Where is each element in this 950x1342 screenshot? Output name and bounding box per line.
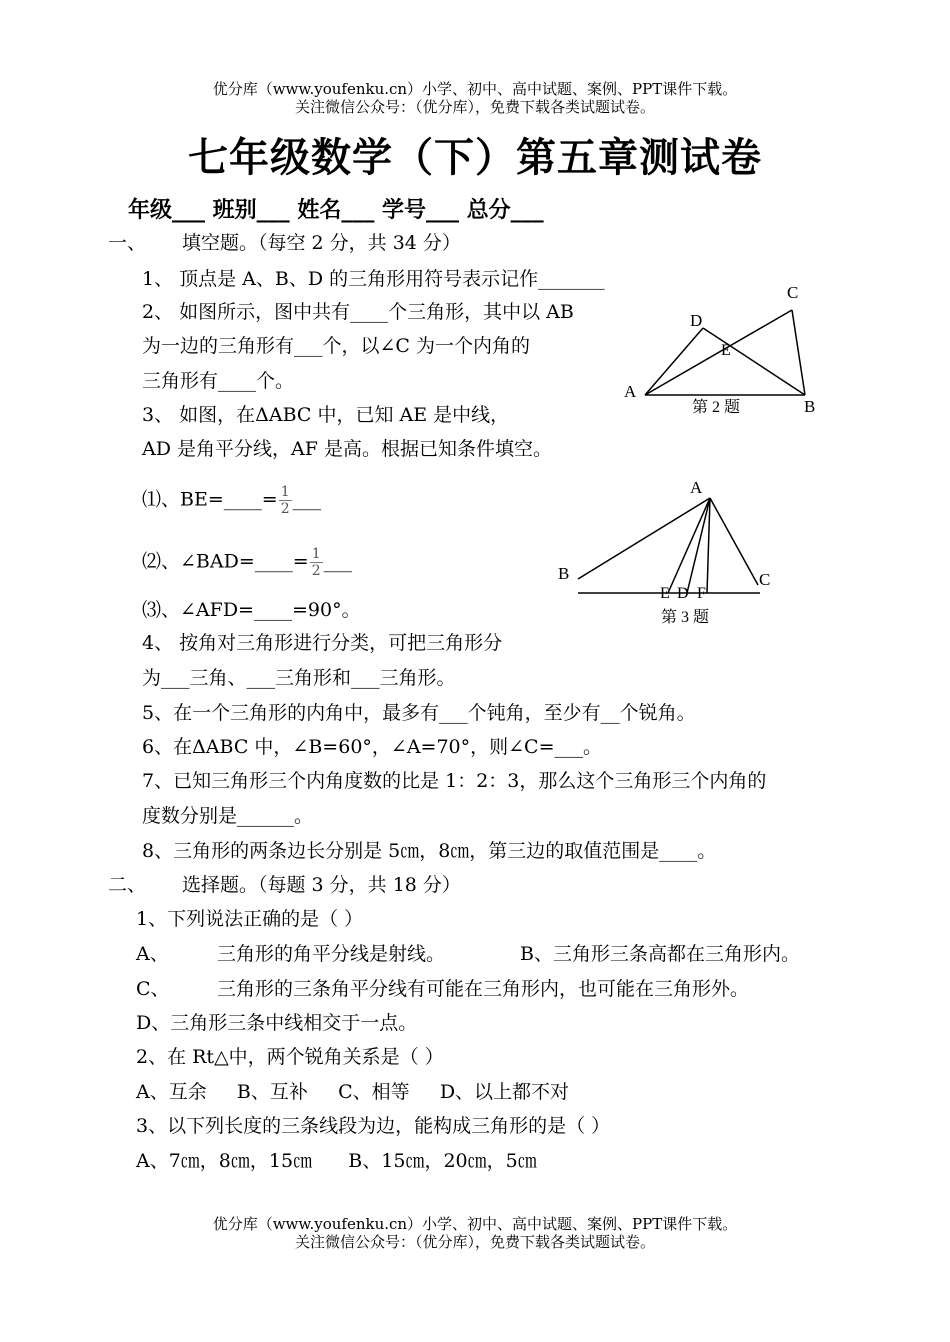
fraction-denominator: 2 xyxy=(280,501,290,517)
option-2-1-c-label: C、 xyxy=(136,978,170,1000)
segment-AE xyxy=(668,498,710,593)
question-1-2-line-2: 为一边的三角形有___个，以∠C 为一个内角的 xyxy=(142,335,530,357)
segment-AB xyxy=(578,498,710,579)
point-label-F: F xyxy=(697,585,706,602)
footer-line-2: 关注微信公众号：（优分库），免费下载各类试题试卷。 xyxy=(294,1233,655,1251)
segment-AF xyxy=(707,498,710,593)
question-1-7-line-1: 7、已知三角形三个内角度数的比是 1：2：3，那么这个三角形三个内角的 xyxy=(142,770,767,792)
question-1-6: 6、在ΔABC 中，∠B=60°，∠A=70°，则∠C=___。 xyxy=(142,736,603,758)
section-1-title: 填空题。（每空 2 分，共 34 分） xyxy=(182,232,461,254)
point-label-B: B xyxy=(558,564,570,583)
question-1-3-line-2: AD 是角平分线，AF 是高。根据已知条件填空。 xyxy=(142,438,552,460)
question-1-2-line-1: 2、 如图所示，图中共有____个三角形，其中以 AB xyxy=(142,301,574,323)
question-1-3-part-2-text: ⑵、∠BAD=____= xyxy=(142,550,309,573)
question-2-1: 1、下列说法正确的是（ ） xyxy=(136,908,364,930)
question-2-3-options: A、7㎝，8㎝，15㎝ B、15㎝，20㎝，5㎝ xyxy=(136,1150,537,1172)
question-1-2-line-3: 三角形有____个。 xyxy=(142,370,295,392)
question-1-3-part-2-blank: ___ xyxy=(323,550,353,573)
question-2-2: 2、在 Rt△中，两个锐角关系是（ ） xyxy=(136,1046,444,1068)
question-1-3-line-1: 3、 如图，在ΔABC 中，已知 AE 是中线， xyxy=(142,404,510,426)
segment-AC xyxy=(645,310,792,395)
point-label-B: B xyxy=(804,397,816,416)
question-2-3: 3、以下列长度的三条线段为边，能构成三角形的是（ ） xyxy=(136,1115,611,1137)
segment-AD xyxy=(645,328,703,395)
question-1-7-line-2: 度数分别是______。 xyxy=(142,805,314,827)
point-label-D: D xyxy=(690,311,703,330)
fraction-denominator: 2 xyxy=(311,563,321,579)
figure-3-caption: 第 3 题 xyxy=(661,609,710,626)
fraction-one-half xyxy=(279,484,292,517)
option-2-1-b: B、三角形三条高都在三角形内。 xyxy=(520,943,800,965)
question-1-4-line-2: 为___三角、___三角形和___三角形。 xyxy=(142,667,456,689)
header-line-2: 关注微信公众号：（优分库），免费下载各类试题试卷。 xyxy=(294,98,655,116)
point-label-A: A xyxy=(690,478,703,497)
segment-AD xyxy=(687,498,710,593)
option-2-1-a: 三角形的角平分线是射线。 xyxy=(217,943,446,965)
question-1-1: 1、 顶点是 A、B、D 的三角形用符号表示记作_______ xyxy=(142,268,605,290)
fraction-numerator: 1 xyxy=(311,546,321,562)
question-1-3-part-1-text: ⑴、BE=____= xyxy=(142,488,278,511)
section-2-title: 选择题。（每题 3 分，共 18 分） xyxy=(182,874,461,896)
segment-AC xyxy=(710,498,758,585)
point-label-E: E xyxy=(721,342,731,359)
segment-DB xyxy=(703,328,805,395)
option-2-1-a-label: A、 xyxy=(136,943,169,965)
header-line-1: 优分库（www.youfenku.cn）小学、初中、高中试题、案例、PPT课件下载。 xyxy=(212,80,738,98)
figure-2-caption: 第 2 题 xyxy=(692,399,741,416)
option-2-1-d: D、三角形三条中线相交于一点。 xyxy=(136,1012,418,1034)
question-1-5: 5、在一个三角形的内角中，最多有___个钝角，至少有__个锐角。 xyxy=(142,702,696,724)
question-2-2-options: A、互余 B、互补 C、相等 D、以上都不对 xyxy=(136,1081,570,1103)
page-title: 七年级数学（下）第五章测试卷 xyxy=(188,135,762,181)
question-1-8: 8、三角形的两条边长分别是 5㎝，8㎝，第三边的取值范围是____。 xyxy=(142,840,717,862)
fraction-one-half xyxy=(310,546,323,579)
footer-line-1: 优分库（www.youfenku.cn）小学、初中、高中试题、案例、PPT课件下载。 xyxy=(212,1215,738,1233)
question-1-3-part-2 xyxy=(142,546,352,579)
segment-CB xyxy=(792,310,805,395)
point-label-E: E xyxy=(660,585,670,602)
question-1-3-part-1-blank: ___ xyxy=(292,488,322,511)
point-label-C: C xyxy=(759,570,771,589)
student-info-line: 年级___ 班别___ 姓名___ 学号___ 总分___ xyxy=(128,198,544,223)
section-1-number: 一、 xyxy=(108,232,147,254)
question-1-4-line-1: 4、 按角对三角形进行分类，可把三角形分 xyxy=(142,632,503,654)
point-label-D: D xyxy=(677,585,689,602)
option-2-1-c: 三角形的三条角平分线有可能在三角形内，也可能在三角形外。 xyxy=(217,978,750,1000)
point-label-C: C xyxy=(787,283,799,302)
figure-2-diagram xyxy=(615,280,835,420)
figure-3-diagram xyxy=(550,475,790,635)
question-1-3-part-3: ⑶、∠AFD=____=90°。 xyxy=(142,599,361,621)
fraction-numerator: 1 xyxy=(280,484,290,500)
question-1-3-part-1 xyxy=(142,484,321,517)
point-label-A: A xyxy=(624,382,637,401)
section-2-number: 二、 xyxy=(108,874,147,896)
